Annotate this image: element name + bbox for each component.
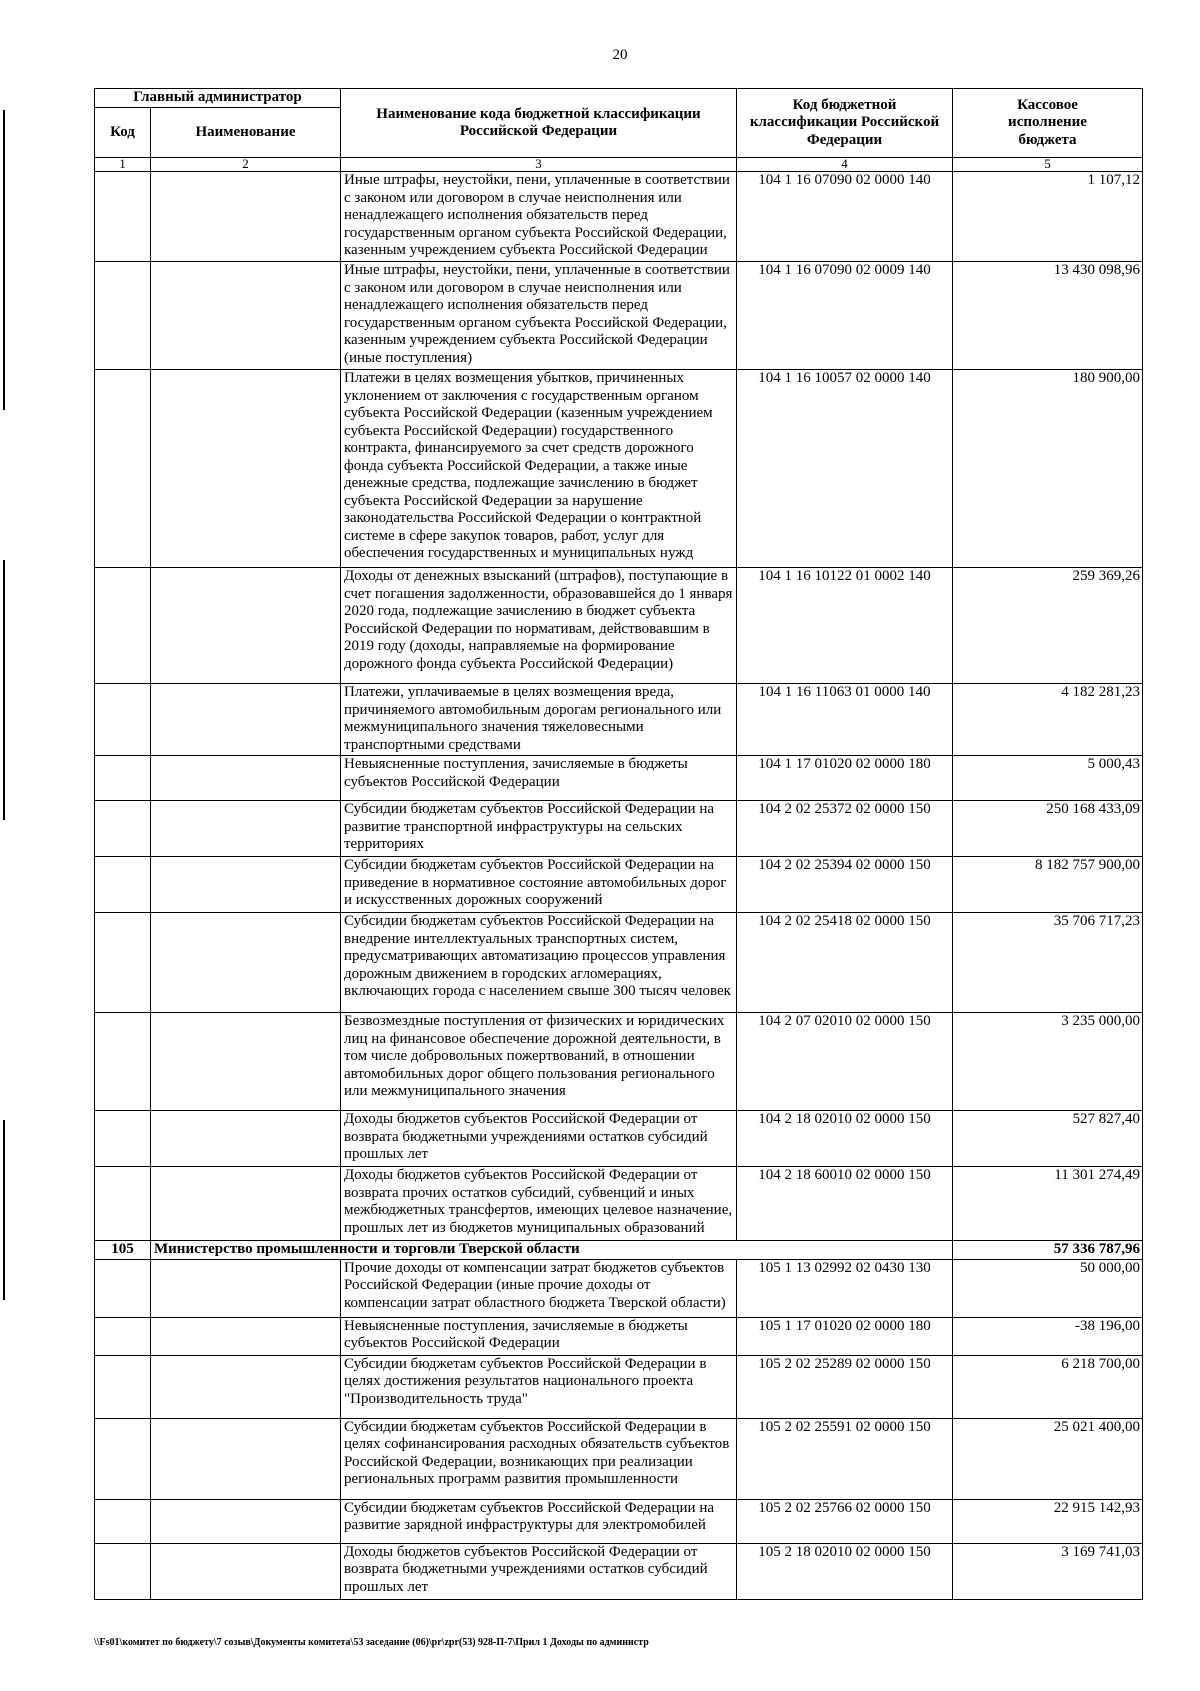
- table-row: [95, 857, 1143, 913]
- kbk-code-cell: 105 1 13 02992 02 0430 130: [737, 1259, 953, 1317]
- admin-total-amount: 57 336 787,96: [953, 1241, 1143, 1260]
- table-row: [95, 1317, 1143, 1355]
- table-row: [95, 1499, 1143, 1543]
- header-execution: Кассовое исполнение бюджета: [953, 89, 1143, 158]
- amount-cell: 22 915 142,93: [953, 1499, 1143, 1543]
- table-row: [95, 913, 1143, 1013]
- admin-name-cell: [151, 1418, 341, 1499]
- column-number: 5: [953, 158, 1143, 172]
- amount-cell: 250 168 433,09: [953, 801, 1143, 857]
- kbk-name-cell: Субсидии бюджетам субъектов Российской Федерации на приведение в нормативное состояние автомобильных дорог и искусственных дорожных сооружений: [341, 857, 737, 913]
- table-row: [95, 756, 1143, 801]
- kbk-name-cell: Доходы бюджетов субъектов Российской Федерации от возврата бюджетными учреждениями остатков субсидий прошлых лет: [341, 1111, 737, 1167]
- admin-code-cell: [95, 684, 151, 756]
- file-path-footer: \\Fs01\комитет по бюджету\7 созыв\Документы комитета\53 заседание (06)\pr\zpr(53) 928-П-7\Прил 1 Доходы по администр: [94, 1637, 649, 1648]
- kbk-name-cell: Субсидии бюджетам субъектов Российской Федерации в целях софинансирования расходных обязательств субъектов Российской Федерации, возникающих при реализации региональных программ развития промышленности: [341, 1418, 737, 1499]
- amount-cell: -38 196,00: [953, 1317, 1143, 1355]
- table-row: [95, 1013, 1143, 1111]
- kbk-name-cell: Субсидии бюджетам субъектов Российской Федерации в целях достижения результатов национального проекта "Производительность труда": [341, 1355, 737, 1418]
- kbk-name-cell: Доходы бюджетов субъектов Российской Федерации от возврата прочих остатков субсидий, субвенций и иных межбюджетных трансфертов, имеющих целевое назначение, прошлых лет из бюджетов муниципальных образований: [341, 1167, 737, 1241]
- table-row: [95, 1259, 1143, 1317]
- kbk-code-cell: 104 1 16 11063 01 0000 140: [737, 684, 953, 756]
- scan-edge-mark: [3, 1120, 5, 1300]
- kbk-name-cell: Субсидии бюджетам субъектов Российской Федерации на развитие зарядной инфраструктуры для электромобилей: [341, 1499, 737, 1543]
- table-body: [95, 172, 1143, 1600]
- kbk-code-cell: 104 1 16 07090 02 0009 140: [737, 262, 953, 370]
- header-kbk-name: Наименование кода бюджетной классификации Российской Федерации: [341, 89, 737, 158]
- amount-cell: 13 430 098,96: [953, 262, 1143, 370]
- kbk-code-cell: 105 2 02 25289 02 0000 150: [737, 1355, 953, 1418]
- admin-row: [95, 1241, 1143, 1260]
- kbk-code-cell: 104 2 18 02010 02 0000 150: [737, 1111, 953, 1167]
- amount-cell: 180 900,00: [953, 370, 1143, 568]
- kbk-code-cell: 104 1 17 01020 02 0000 180: [737, 756, 953, 801]
- kbk-code-cell: 104 2 07 02010 02 0000 150: [737, 1013, 953, 1111]
- amount-cell: 5 000,43: [953, 756, 1143, 801]
- admin-name-cell: [151, 172, 341, 262]
- table-row: [95, 1418, 1143, 1499]
- kbk-code-cell: 104 1 16 10057 02 0000 140: [737, 370, 953, 568]
- admin-name: Министерство промышленности и торговли Тверской области: [151, 1241, 953, 1260]
- column-number: 1: [95, 158, 151, 172]
- admin-name-cell: [151, 262, 341, 370]
- amount-cell: 11 301 274,49: [953, 1167, 1143, 1241]
- scan-edge-mark: [3, 560, 5, 820]
- table-row: [95, 801, 1143, 857]
- admin-name-cell: [151, 1111, 341, 1167]
- kbk-name-cell: Субсидии бюджетам субъектов Российской Федерации на внедрение интеллектуальных транспортных систем, предусматривающих автоматизацию процессов управления дорожным движением в городских агломерациях, включающих города с населением свыше 300 тысяч человек: [341, 913, 737, 1013]
- kbk-code-cell: 105 1 17 01020 02 0000 180: [737, 1317, 953, 1355]
- admin-name-cell: [151, 1167, 341, 1241]
- amount-cell: 3 169 741,03: [953, 1543, 1143, 1599]
- admin-name-cell: [151, 1543, 341, 1599]
- column-number: 3: [341, 158, 737, 172]
- table-row: [95, 1355, 1143, 1418]
- table-row: [95, 1167, 1143, 1241]
- amount-cell: 259 369,26: [953, 568, 1143, 684]
- table-row: [95, 172, 1143, 262]
- admin-name-cell: [151, 1259, 341, 1317]
- admin-code-cell: [95, 1111, 151, 1167]
- admin-code-cell: [95, 1317, 151, 1355]
- kbk-code-cell: 104 1 16 07090 02 0000 140: [737, 172, 953, 262]
- header-name: Наименование: [151, 108, 341, 158]
- admin-code-cell: [95, 370, 151, 568]
- admin-code-cell: [95, 172, 151, 262]
- kbk-name-cell: Невыясненные поступления, зачисляемые в бюджеты субъектов Российской Федерации: [341, 1317, 737, 1355]
- admin-code-cell: [95, 1355, 151, 1418]
- admin-name-cell: [151, 1317, 341, 1355]
- kbk-code-cell: 105 2 02 25766 02 0000 150: [737, 1499, 953, 1543]
- admin-name-cell: [151, 568, 341, 684]
- admin-code-cell: [95, 1543, 151, 1599]
- header-kbk-code: Код бюджетной классификации Российской Федерации: [737, 89, 953, 158]
- page-number: 20: [612, 47, 628, 63]
- header-code: Код: [95, 108, 151, 158]
- kbk-name-cell: Безвозмездные поступления от физических и юридических лиц на финансовое обеспечение дорожной деятельности, в том числе добровольных пожертвований, в отношении автомобильных дорог общего пользования регионального или межмуниципального значения: [341, 1013, 737, 1111]
- admin-name-cell: [151, 370, 341, 568]
- table-row: [95, 684, 1143, 756]
- revenue-table: [94, 88, 1143, 1600]
- table-row: [95, 262, 1143, 370]
- admin-name-cell: [151, 857, 341, 913]
- table-row: [95, 1543, 1143, 1599]
- kbk-code-cell: 104 2 02 25418 02 0000 150: [737, 913, 953, 1013]
- amount-cell: 50 000,00: [953, 1259, 1143, 1317]
- admin-code-cell: [95, 801, 151, 857]
- kbk-code-cell: 104 2 02 25394 02 0000 150: [737, 857, 953, 913]
- admin-code-cell: [95, 568, 151, 684]
- amount-cell: 35 706 717,23: [953, 913, 1143, 1013]
- admin-code-cell: [95, 262, 151, 370]
- table-row: [95, 370, 1143, 568]
- admin-code-cell: [95, 756, 151, 801]
- admin-code-cell: [95, 1259, 151, 1317]
- amount-cell: 25 021 400,00: [953, 1418, 1143, 1499]
- kbk-name-cell: Платежи, уплачиваемые в целях возмещения вреда, причиняемого автомобильным дорогам регионального или межмуниципального значения тяжеловесными транспортными средствами: [341, 684, 737, 756]
- amount-cell: 527 827,40: [953, 1111, 1143, 1167]
- header-admin-group: Главный администратор: [95, 89, 341, 108]
- table-header: [95, 89, 1143, 172]
- admin-code-cell: [95, 1167, 151, 1241]
- admin-name-cell: [151, 1355, 341, 1418]
- admin-name-cell: [151, 1499, 341, 1543]
- kbk-name-cell: Прочие доходы от компенсации затрат бюджетов субъектов Российской Федерации (иные прочие доходы от компенсации затрат областного бюджета Тверской области): [341, 1259, 737, 1317]
- table-row: [95, 1111, 1143, 1167]
- kbk-code-cell: 105 2 02 25591 02 0000 150: [737, 1418, 953, 1499]
- amount-cell: 1 107,12: [953, 172, 1143, 262]
- kbk-name-cell: Иные штрафы, неустойки, пени, уплаченные в соответствии с законом или договором в случае неисполнения или ненадлежащего исполнения обязательств перед государственным органом субъекта Российской Федерации, казенным учреждением субъекта Российской Федерации (иные поступления): [341, 262, 737, 370]
- amount-cell: 6 218 700,00: [953, 1355, 1143, 1418]
- kbk-code-cell: 105 2 18 02010 02 0000 150: [737, 1543, 953, 1599]
- admin-name-cell: [151, 801, 341, 857]
- amount-cell: 8 182 757 900,00: [953, 857, 1143, 913]
- kbk-name-cell: Невыясненные поступления, зачисляемые в бюджеты субъектов Российской Федерации: [341, 756, 737, 801]
- column-number: 4: [737, 158, 953, 172]
- admin-code: 105: [95, 1241, 151, 1260]
- kbk-name-cell: Иные штрафы, неустойки, пени, уплаченные в соответствии с законом или договором в случае неисполнения или ненадлежащего исполнения обязательств перед государственным органом субъекта Российской Федерации, казенным учреждением субъекта Российской Федерации: [341, 172, 737, 262]
- admin-code-cell: [95, 1013, 151, 1111]
- kbk-code-cell: 104 2 18 60010 02 0000 150: [737, 1167, 953, 1241]
- kbk-code-cell: 104 2 02 25372 02 0000 150: [737, 801, 953, 857]
- admin-code-cell: [95, 857, 151, 913]
- column-number: 2: [151, 158, 341, 172]
- admin-name-cell: [151, 1013, 341, 1111]
- kbk-name-cell: Доходы бюджетов субъектов Российской Федерации от возврата бюджетными учреждениями остатков субсидий прошлых лет: [341, 1543, 737, 1599]
- admin-code-cell: [95, 1499, 151, 1543]
- kbk-name-cell: Платежи в целях возмещения убытков, причиненных уклонением от заключения с государственным органом субъекта Российской Федерации (казенным учреждением субъекта Российской Федерации) государственного контракта, финансируемого за счет средств дорожного фонда субъекта Российской Федерации, а также иные денежные средства, подлежащие зачислению в бюджет субъекта Российской Федерации за нарушение законодательства Российской Федерации о контрактной системе в сфере закупок товаров, работ, услуг для обеспечения государственных и муниципальных нужд: [341, 370, 737, 568]
- amount-cell: 4 182 281,23: [953, 684, 1143, 756]
- scan-edge-mark: [3, 110, 5, 410]
- admin-name-cell: [151, 913, 341, 1013]
- admin-code-cell: [95, 913, 151, 1013]
- kbk-name-cell: Субсидии бюджетам субъектов Российской Федерации на развитие транспортной инфраструктуры на сельских территориях: [341, 801, 737, 857]
- admin-code-cell: [95, 1418, 151, 1499]
- kbk-code-cell: 104 1 16 10122 01 0002 140: [737, 568, 953, 684]
- admin-name-cell: [151, 756, 341, 801]
- amount-cell: 3 235 000,00: [953, 1013, 1143, 1111]
- kbk-name-cell: Доходы от денежных взысканий (штрафов), поступающие в счет погашения задолженности, образовавшейся до 1 января 2020 года, подлежащие зачислению в бюджет субъекта Российской Федерации по нормативам, действовавшим в 2019 году (доходы, направляемые на формирование дорожного фонда субъекта Российской Федерации): [341, 568, 737, 684]
- table-row: [95, 568, 1143, 684]
- admin-name-cell: [151, 684, 341, 756]
